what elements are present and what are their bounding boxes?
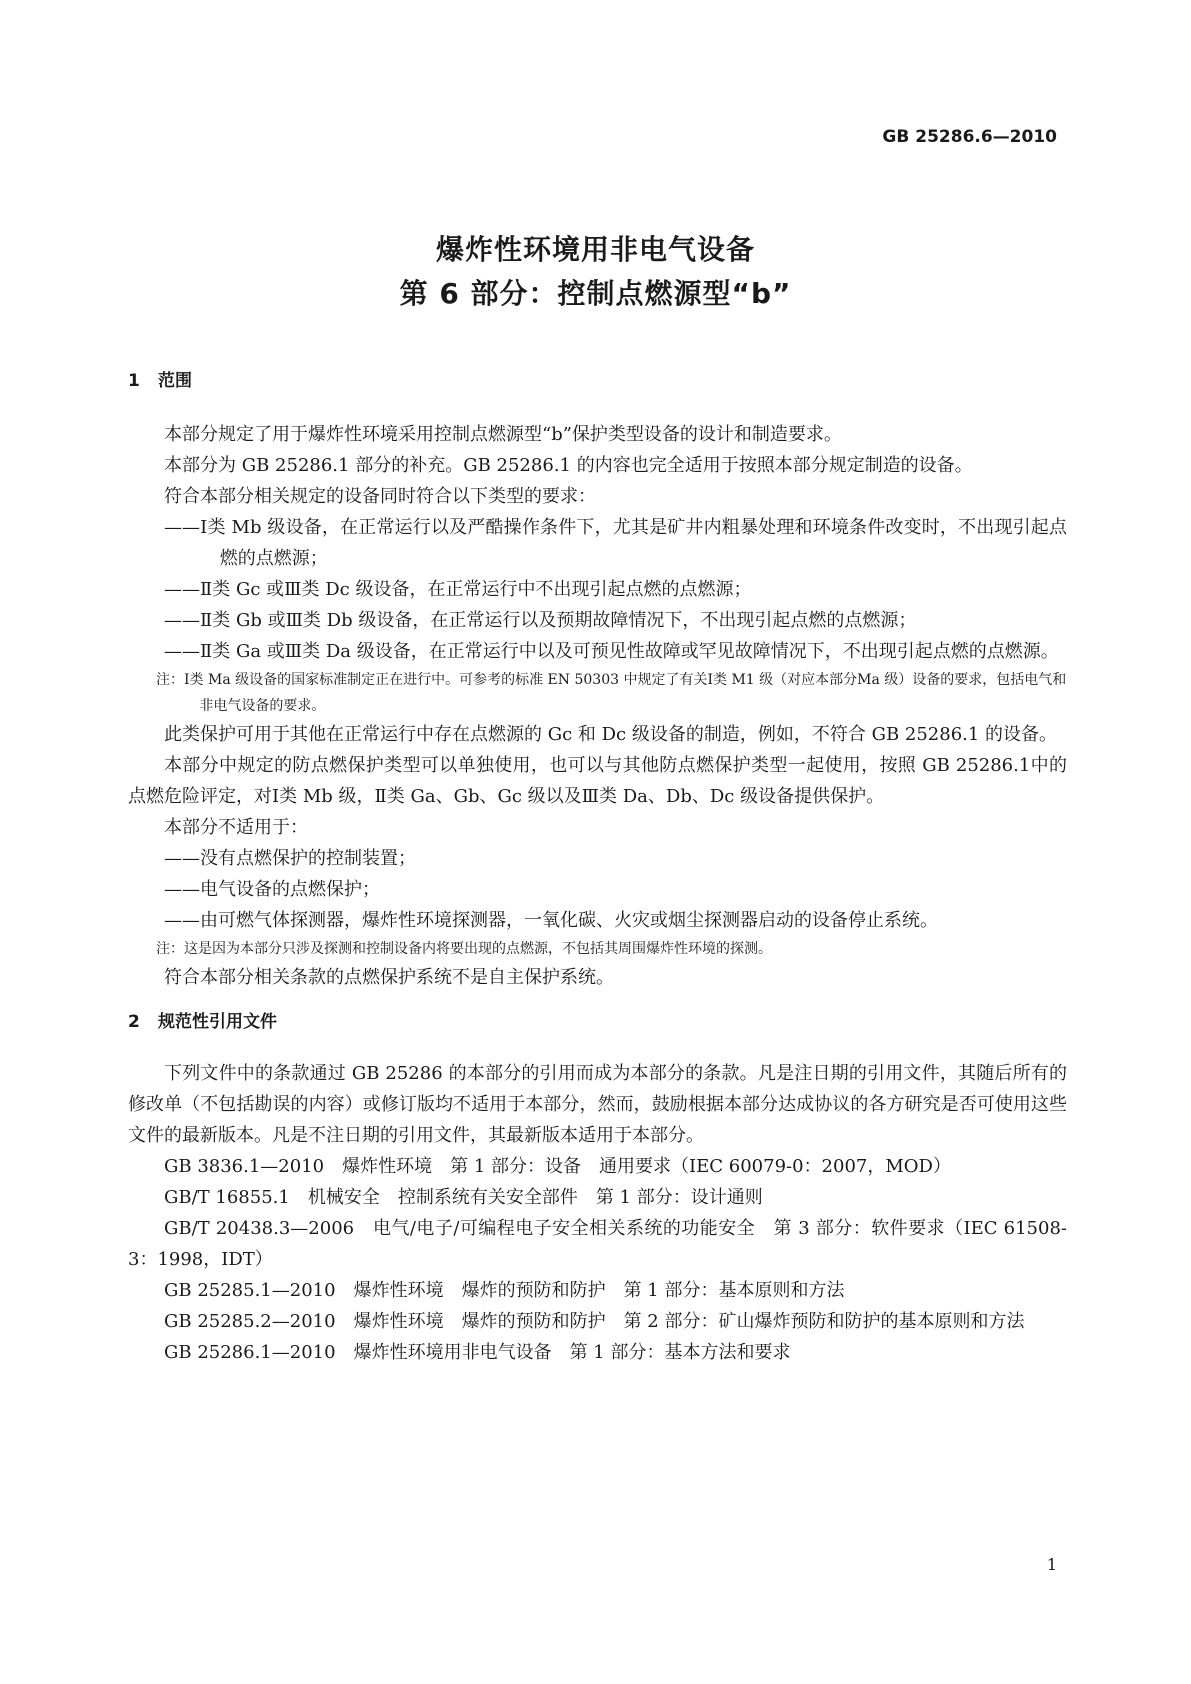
title-line-2: 第 6 部分：控制点燃源型“b” (399, 277, 792, 310)
reference-item: GB/T 16855.1 机械安全 控制系统有关安全部件 第 1 部分：设计通则 (164, 1187, 763, 1208)
section-1-title: 范围 (158, 371, 192, 391)
section-2-paragraph: 下列文件中的条款通过 GB 25286 的本部分的引用而成为本部分的条款。凡是注日期的引用文件，其随后所有的修改单（不包括勘误的内容）或修订版均不适用于本部分，然而，鼓励根据本部分达成协议的各方研究是否可使用这些文件的最新版本。凡是不注日期的引用文件，其最新版本适用于本部分。 (128, 1063, 1067, 1146)
section-1-paragraph: 符合本部分相关规定的设备同时符合以下类型的要求： (164, 486, 596, 507)
section-1-number: 1 (128, 371, 140, 391)
reference-item: GB/T 20438.3—2006 电气/电子/可编程电子安全相关系统的功能安全 第 3 部分：软件要求（IEC 61508-3：1998，IDT） (128, 1218, 1067, 1270)
list-item: ——没有点燃保护的控制装置； (164, 848, 416, 869)
document-title (0, 228, 1191, 316)
reference-item: GB 25285.2—2010 爆炸性环境 爆炸的预防和防护 第 2 部分：矿山爆炸预防和防护的基本原则和方法 (164, 1311, 1025, 1332)
document-body (128, 366, 1067, 1368)
section-1-paragraph: 本部分规定了用于爆炸性环境采用控制点燃源型“b”保护类型设备的设计和制造要求。 (164, 424, 842, 445)
section-1-paragraph: 本部分为 GB 25286.1 部分的补充。GB 25286.1 的内容也完全适用于按照本部分规定制造的设备。 (164, 455, 973, 476)
list-item: ——Ⅱ类 Ga 或Ⅲ类 Da 级设备，在正常运行中以及可预见性故障或罕见故障情况下，不出现引起点燃的点燃源。 (164, 641, 1059, 662)
note: 注：Ⅰ类 Ma 级设备的国家标准制定正在进行中。可参考的标准 EN 50303 中规定了有关Ⅰ类 M1 级（对应本部分Ma 级）设备的要求，包括电气和非电气设备的要求。 (156, 672, 1067, 714)
reference-item: GB 25285.1—2010 爆炸性环境 爆炸的预防和防护 第 1 部分：基本原则和方法 (164, 1280, 845, 1301)
list-item: ——Ⅱ类 Gc 或Ⅲ类 Dc 级设备，在正常运行中不出现引起点燃的点燃源； (164, 579, 752, 600)
section-1-paragraph: 此类保护可用于其他在正常运行中存在点燃源的 Gc 和 Dc 级设备的制造，例如，不符合 GB 25286.1 的设备。 (164, 724, 1058, 745)
note: 注：这是因为本部分只涉及探测和控制设备内将要出现的点燃源，不包括其周围爆炸性环境的探测。 (156, 941, 772, 957)
section-1-heading (128, 366, 1067, 397)
section-2-title: 规范性引用文件 (158, 1012, 277, 1032)
section-1-paragraph: 本部分不适用于： (164, 817, 308, 838)
list-item: ——Ⅱ类 Gb 或Ⅲ类 Db 级设备，在正常运行以及预期故障情况下，不出现引起点燃的点燃源； (164, 610, 917, 631)
section-2-number: 2 (128, 1012, 140, 1032)
section-1-paragraph: 本部分中规定的防点燃保护类型可以单独使用，也可以与其他防点燃保护类型一起使用，按照 GB 25286.1中的点燃危险评定，对Ⅰ类 Mb 级，Ⅱ类 Ga、Gb、Gc 级以及Ⅲ类 Da、Db、Dc 级设备提供保护。 (128, 755, 1067, 807)
section-2-heading (128, 1007, 1067, 1038)
reference-item: GB 3836.1—2010 爆炸性环境 第 1 部分：设备 通用要求（IEC 60079-0：2007，MOD） (164, 1156, 951, 1177)
list-item: ——Ⅰ类 Mb 级设备，在正常运行以及严酷操作条件下，尤其是矿井内粗暴处理和环境条件改变时，不出现引起点燃的点燃源； (164, 517, 1067, 569)
document-code: GB 25286.6—2010 (882, 127, 1057, 147)
section-1-paragraph: 符合本部分相关条款的点燃保护系统不是自主保护系统。 (164, 967, 614, 988)
list-item: ——由可燃气体探测器，爆炸性环境探测器，一氧化碳、火灾或烟尘探测器启动的设备停止系统。 (164, 910, 938, 931)
reference-item: GB 25286.1—2010 爆炸性环境用非电气设备 第 1 部分：基本方法和要求 (164, 1342, 791, 1363)
page-number: 1 (1046, 1555, 1057, 1574)
list-item: ——电气设备的点燃保护； (164, 879, 380, 900)
title-line-1: 爆炸性环境用非电气设备 (435, 233, 755, 266)
